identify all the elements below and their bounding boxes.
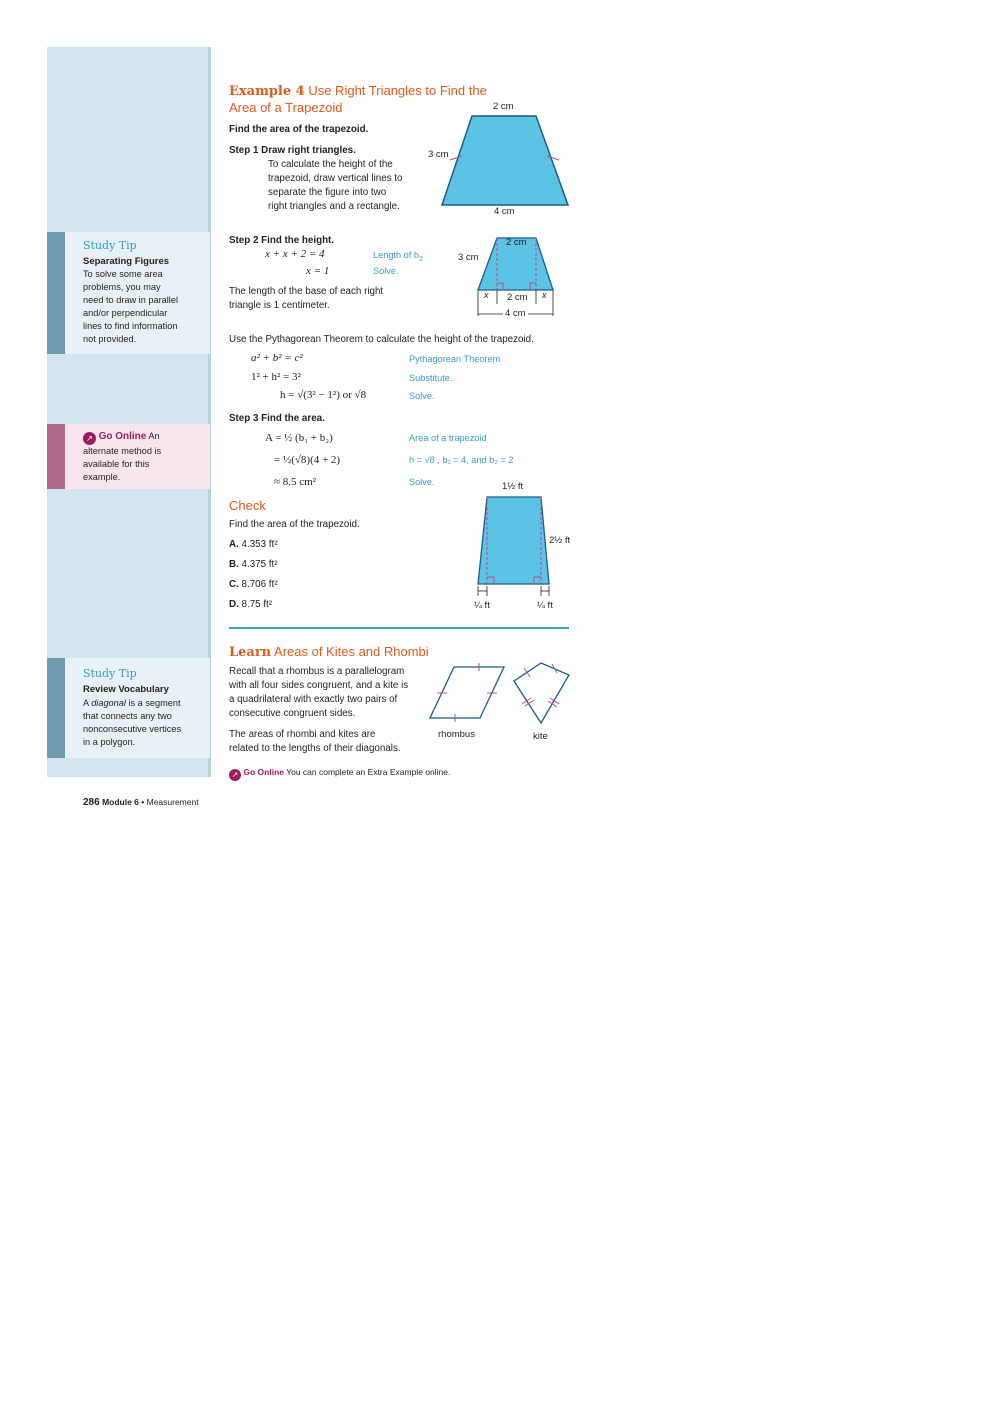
fig2-x-right: x xyxy=(542,290,547,300)
fig1-side-label: 3 cm xyxy=(428,149,449,160)
study-tip-title: Study Tip xyxy=(83,239,137,252)
fig1-bottom-label: 4 cm xyxy=(494,206,515,217)
learn-paragraph-2: The areas of rhombi and kites are related to the lengths of their diagonals. xyxy=(229,729,401,754)
study-tip-subtitle: Separating Figures xyxy=(83,256,170,267)
go-online-note[interactable]: ↗ Go Online An alternate method is available for this example. xyxy=(83,431,162,482)
learn-heading: Learn Areas of Kites and Rhombi xyxy=(229,644,429,660)
step3-note-3: Solve. xyxy=(409,477,435,487)
pythag-eq-1: a² + b² = c² xyxy=(251,352,303,364)
step2-heading: Step 2 Find the height. xyxy=(229,235,335,246)
check-fig-side-label: 2½ ft xyxy=(549,535,571,546)
step1-heading: Step 1 Draw right triangles. xyxy=(229,145,356,156)
fig2-bottom-label: 4 cm xyxy=(505,308,526,319)
pythag-note-2: Substitute. xyxy=(409,373,453,383)
check-fig-right-bottom-label: ¼ ft xyxy=(537,600,553,611)
check-option-a[interactable]: A. 4.353 ft² xyxy=(229,539,278,550)
step2-text: The length of the base of each right triangle is 1 centimeter. xyxy=(229,286,384,311)
pythag-intro: Use the Pythagorean Theorem to calculate the height of the trapezoid. xyxy=(229,334,534,345)
step2-eq1-note: Length of $b_2$ xyxy=(373,250,423,263)
learn-paragraph-1: Recall that a rhombus is a parallelogram with all four sides congruent, and a kite is a quadrilateral with exactly two pairs of consecutive congruent sides. xyxy=(229,666,409,719)
check-prompt: Find the area of the trapezoid. xyxy=(229,519,360,530)
page-footer: 286 Module 6 • Measurement xyxy=(83,797,199,808)
example-prompt: Find the area of the trapezoid. xyxy=(229,124,369,135)
fig2-top-label: 2 cm xyxy=(506,237,527,248)
check-option-d[interactable]: D. 8.75 ft² xyxy=(229,599,273,610)
fig2-mid-label: 2 cm xyxy=(507,292,528,303)
pythag-eq-2: 1² + h² = 3² xyxy=(251,371,301,383)
step3-heading: Step 3 Find the area. xyxy=(229,413,325,424)
example-heading: Example 4 Use Right Triangles to Find the Area of a Trapezoid xyxy=(229,83,487,115)
rhombus-label: rhombus xyxy=(438,729,475,740)
step2-eq1: x + x + 2 = 4 xyxy=(265,248,325,260)
study-tip-title-2: Study Tip xyxy=(83,667,137,680)
go-online-link[interactable]: ↗ Go Online You can complete an Extra Example online. xyxy=(229,767,450,781)
check-heading: Check xyxy=(229,498,266,513)
step2-eq2-note: Solve. xyxy=(373,266,399,276)
fig2-x-left: x xyxy=(484,290,489,300)
cursor-icon: ↗ xyxy=(229,769,241,781)
fig2-side-label: 3 cm xyxy=(458,252,479,263)
check-option-c[interactable]: C. 8.706 ft² xyxy=(229,579,278,590)
step3-eq-2: = ½(√8)(4 + 2) xyxy=(274,454,341,466)
pythag-eq-3: h = √(3² − 1²) or √8 xyxy=(280,389,367,401)
fig1-top-label: 2 cm xyxy=(493,101,514,112)
kite-label: kite xyxy=(533,731,548,742)
study-tip-body-2: A diagonal is a segment that connects any two nonconsecutive vertices in a polygon. xyxy=(83,698,182,747)
check-fig-left-bottom-label: ¼ ft xyxy=(474,600,490,611)
step3-note-1: Area of a trapezoid xyxy=(409,433,487,443)
step3-eq-1: A = ½ (b₁ + b₂) xyxy=(265,432,333,444)
page-number: 286 xyxy=(83,797,100,808)
check-option-b[interactable]: B. 4.375 ft² xyxy=(229,559,278,570)
check-fig-top-label: 1½ ft xyxy=(502,481,524,492)
cursor-icon: ↗ xyxy=(83,432,96,445)
study-tip-body: To solve some area problems, you may need to draw in parallel and/or perpendicular lines to find information not provided. xyxy=(83,269,178,344)
step3-eq-3: ≈ 8.5 cm² xyxy=(274,476,317,488)
study-tip-subtitle-2: Review Vocabulary xyxy=(83,684,169,695)
pythag-note-1: Pythagorean Theorem xyxy=(409,354,501,364)
pythag-note-3: Solve. xyxy=(409,391,435,401)
step3-note-2: h = √8 , b₁ = 4, and b₂ = 2 xyxy=(409,455,514,465)
step1-body: To calculate the height of the trapezoid, draw vertical lines to separate the figure into two right triangles and a rectangle. xyxy=(268,159,403,212)
step2-eq2: x = 1 xyxy=(306,265,330,277)
